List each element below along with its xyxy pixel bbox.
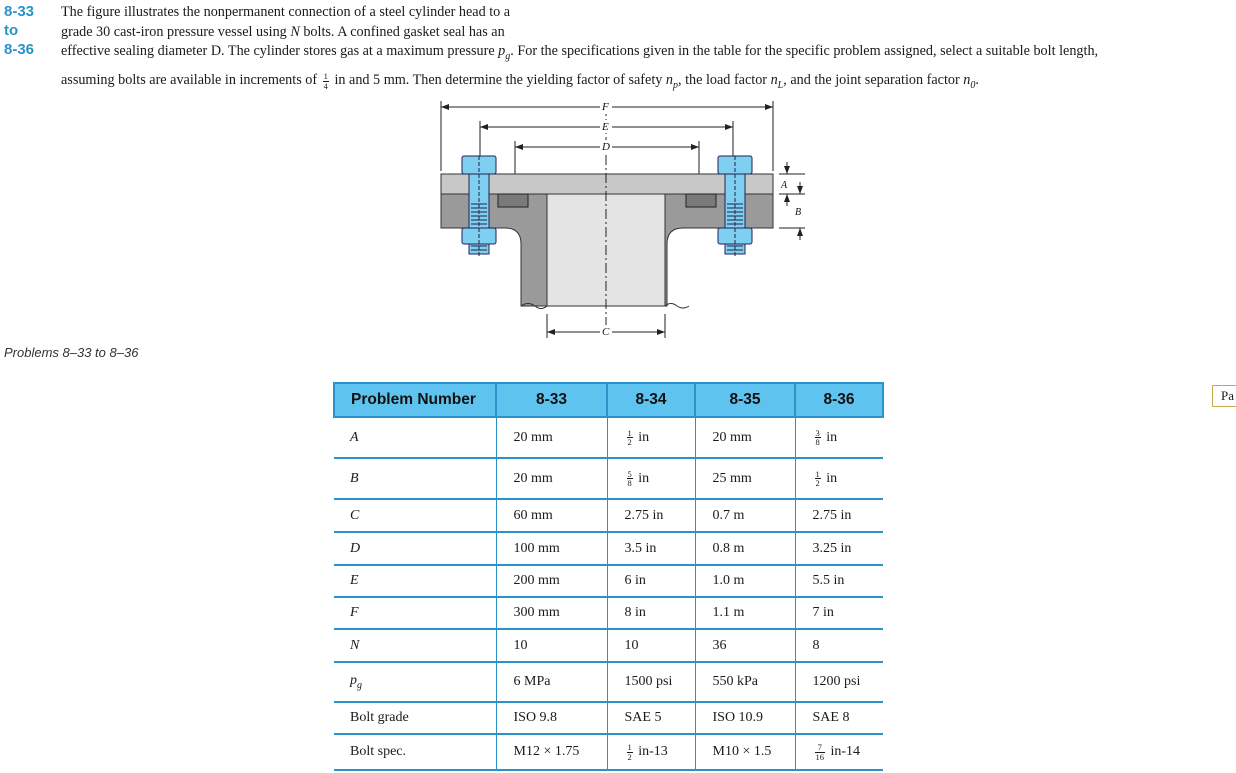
problem-number-end: 8-36 <box>4 41 35 58</box>
bolted-joint-figure <box>425 96 815 346</box>
variable-pg: $p_g$ <box>498 43 511 62</box>
label-E: E <box>602 121 609 133</box>
header-problem-number: Problem Number <box>334 383 496 417</box>
table-row-B: B 20 mm $\frac{5}{8}$ in 25 mm $\frac{1}{2}$ in <box>334 458 883 499</box>
header-8-35: 8-35 <box>695 383 795 417</box>
header-8-34: 8-34 <box>607 383 695 417</box>
page-side-tab[interactable]: Pa <box>1212 385 1236 407</box>
variable-N: N <box>290 23 300 40</box>
statement-line-2: grade 30 cast-iron pressure vessel using N bolts. A confined gasket seal has an <box>61 23 505 40</box>
table-row-F: F 300 mm 8 in 1.1 m 7 in <box>334 597 883 629</box>
gasket-left <box>498 194 528 207</box>
table-row-D: D 100 mm 3.5 in 0.8 m 3.25 in <box>334 532 883 565</box>
fraction-quarter: $\frac{1}{4}$ <box>323 71 328 91</box>
figure-caption: Problems 8–33 to 8–36 <box>4 345 139 360</box>
label-F: F <box>602 101 609 113</box>
problem-number-range <box>4 2 56 59</box>
problem-number-to: to <box>4 22 19 39</box>
label-A: A <box>781 180 788 191</box>
label-B: B <box>795 207 802 218</box>
specification-table <box>333 382 884 771</box>
label-D: D <box>602 141 610 153</box>
table-header-row <box>334 383 883 417</box>
variable-n0: $n_0$ <box>963 72 976 92</box>
statement-line-1: The figure illustrates the nonpermanent connection of a steel cylinder head to a <box>61 4 511 20</box>
table-row-C: C 60 mm 2.75 in 0.7 m 2.75 in <box>334 499 883 532</box>
table-row-pg: $p_g$ 6 MPa 1500 psi 550 kPa 1200 psi <box>334 662 883 702</box>
problem-number-start: 8-33 <box>4 3 35 20</box>
variable-np: $n_p$ <box>665 72 678 92</box>
table-row-bolt-spec: Bolt spec. M12 × 1.75 $\frac{1}{2}$ in-13 M10 × 1.5 $\frac{7}{16}$ in-14 <box>334 734 883 770</box>
label-C: C <box>602 326 610 338</box>
table-row-E: E 200 mm 6 in 1.0 m 5.5 in <box>334 565 883 597</box>
cylinder-head <box>441 174 773 194</box>
table-row-A: A 20 mm $\frac{1}{2}$ in 20 mm $\frac{3}{8}$ in <box>334 417 883 458</box>
problem-statement <box>61 3 1233 100</box>
header-8-36: 8-36 <box>795 383 883 417</box>
header-8-33: 8-33 <box>496 383 607 417</box>
table-row-bolt-grade: Bolt grade ISO 9.8 SAE 5 ISO 10.9 SAE 8 <box>334 702 883 734</box>
table-row-N: N 10 10 36 8 <box>334 629 883 662</box>
statement-line-3: effective sealing diameter D. The cylinder stores gas at a maximum pressure $p_g$. For the specifications given in the table for the specific problem assigned, select a suitable bolt length, <box>61 43 1099 62</box>
statement-line-4: assuming bolts are available in increments of $\frac{1}{4}$ in and 5 mm. Then determine the yielding factor of safety $n_p$, the load factor $n_L$, and the joint separation factor $n_0$. <box>61 71 979 92</box>
variable-nL: $n_L$ <box>770 72 784 92</box>
gasket-right <box>686 194 716 207</box>
